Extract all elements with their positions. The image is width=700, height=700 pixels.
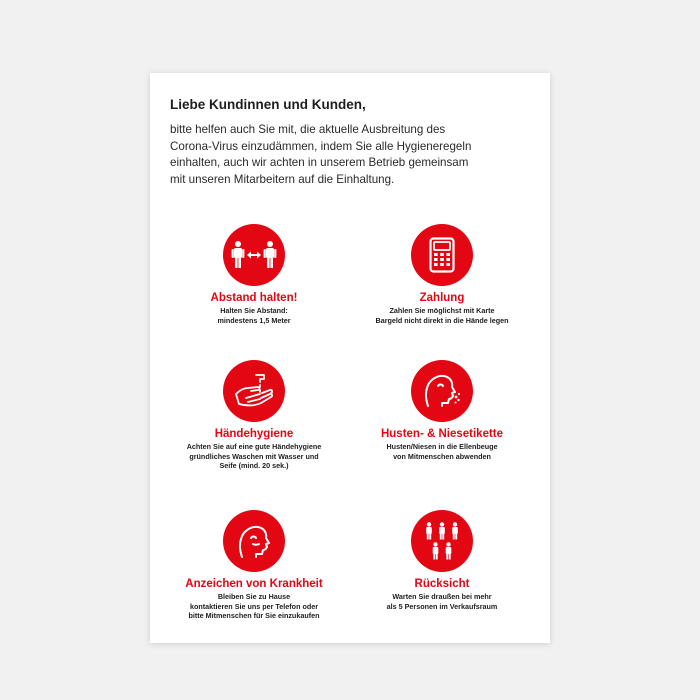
rule-description [154, 592, 354, 621]
rule-hand-hygiene [154, 360, 354, 471]
rule-description [342, 442, 542, 461]
sneezing-icon [411, 360, 473, 422]
rule-illness-signs [154, 510, 354, 621]
rule-line: von Mitmenschen abwenden [393, 451, 491, 461]
card-terminal-icon [411, 224, 473, 286]
greeting-heading: Liebe Kundinnen und Kunden, [170, 97, 366, 112]
rule-title: Händehygiene [214, 428, 294, 440]
intro-line: bitte helfen auch Sie mit, die aktuelle Ausbreitung des [170, 123, 446, 136]
rule-line: bitte Mitmenschen für Sie einzukaufen [188, 611, 320, 621]
rule-line: Warten Sie draußen bei mehr [392, 592, 492, 601]
rule-line: Seife (mind. 20 sek.) [219, 461, 289, 471]
intro-line: einhalten, auch wir achten in unserem Betrieb gemeinsam [170, 156, 469, 169]
group-people-icon [411, 510, 473, 572]
rule-description [154, 442, 354, 471]
rule-line: kontaktieren Sie uns per Telefon oder [189, 601, 319, 611]
hand-washing-icon [223, 360, 285, 422]
sick-person-icon [223, 510, 285, 572]
rule-line: Husten/Niesen in die Ellenbeuge [386, 442, 498, 451]
notice-poster [150, 73, 550, 643]
rule-line: mindestens 1,5 Meter [217, 315, 291, 325]
rule-title: Rücksicht [414, 578, 470, 590]
rule-line: Achten Sie auf eine gute Händehygiene [186, 442, 322, 451]
rule-description [342, 306, 542, 325]
rule-line: als 5 Personen im Verkaufsraum [386, 601, 498, 611]
rule-title: Zahlung [419, 292, 465, 304]
rule-payment [342, 224, 542, 325]
rule-line: Halten Sie Abstand: [220, 306, 288, 315]
distance-icon [223, 224, 285, 286]
intro-line: mit unseren Mitarbeitern auf die Einhaltung. [170, 172, 395, 186]
rule-description [342, 592, 542, 611]
rule-description [154, 306, 354, 325]
rule-line: Bargeld nicht direkt in die Hände legen [375, 315, 509, 325]
rule-line: gründliches Waschen mit Wasser und [189, 451, 319, 461]
rule-cough-etiquette [342, 360, 542, 461]
rule-title: Husten- & Niesetikette [380, 428, 504, 440]
intro-line: Corona-Virus einzudämmen, indem Sie alle Hygieneregeln [170, 139, 472, 153]
rule-title: Anzeichen von Krankheit [185, 578, 323, 590]
rule-distance [154, 224, 354, 325]
rule-line: Zahlen Sie möglichst mit Karte [389, 306, 495, 315]
rule-title: Abstand halten! [210, 292, 298, 304]
intro-paragraph [170, 122, 538, 188]
rule-line: Bleiben Sie zu Hause [217, 592, 291, 601]
rule-consideration [342, 510, 542, 611]
